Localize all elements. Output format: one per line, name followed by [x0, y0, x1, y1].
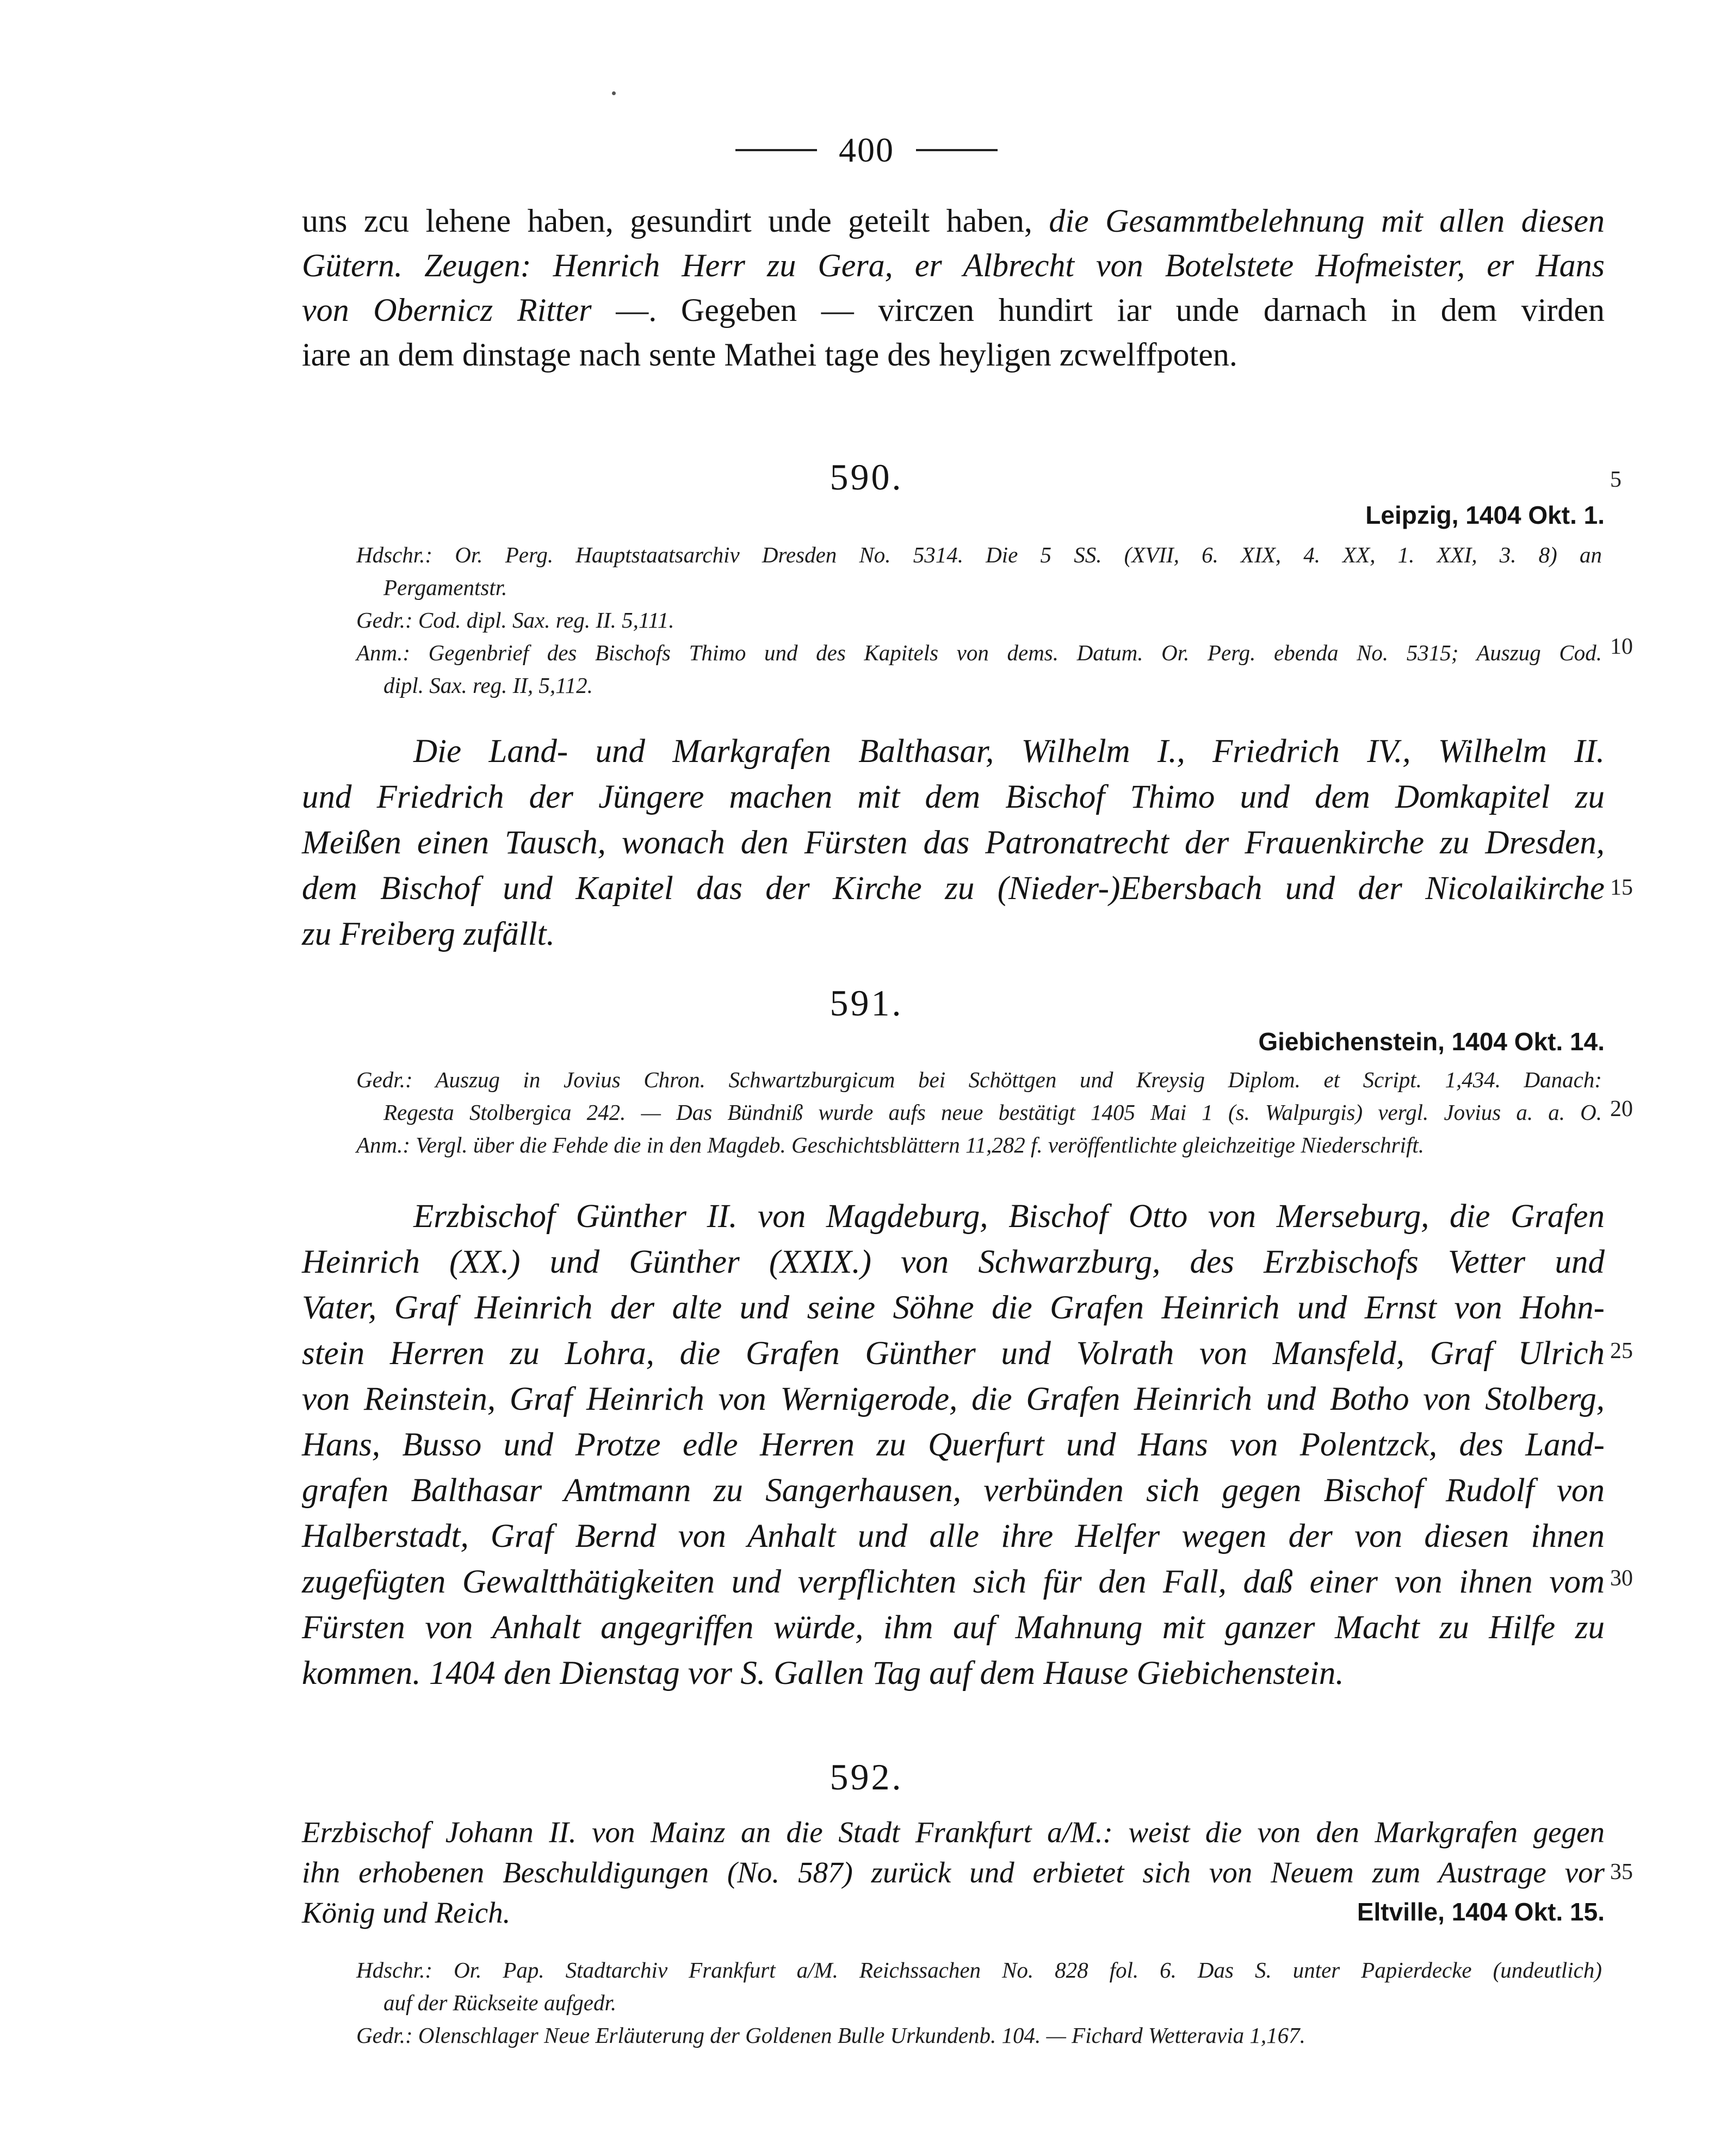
- apparatus-592: [356, 1954, 1602, 2052]
- apparatus-line: Anm.: Gegenbrief des Bischofs Thimo und des Kapitels von dems. Datum. Or. Perg. ebenda No. 5315; Auszug Cod.: [356, 640, 1602, 665]
- text-line: iare an dem dinstage nach sente Mathei tage des heyligen zcwelffpoten.: [302, 337, 1237, 373]
- summary-line: Erzbischof Günther II. von Magdeburg, Bischof Otto von Merseburg, die Grafen: [413, 1198, 1605, 1235]
- apparatus-line: auf der Rückseite aufgedr.: [383, 1990, 617, 2015]
- header-rule-right: [916, 149, 998, 151]
- summary-line: kommen. 1404 den Dienstag vor S. Gallen Tag auf dem Hause Giebichenstein.: [302, 1655, 1344, 1692]
- line-number: 35: [1610, 1860, 1633, 1885]
- summary-line: Die Land- und Markgrafen Balthasar, Wilhelm I., Friedrich IV., Wilhelm II.: [413, 733, 1605, 770]
- document-date-592: Eltville, 1404 Okt. 15.: [1357, 1898, 1605, 1926]
- summary-line: stein Herren zu Lohra, die Grafen Günther und Volrath von Mansfeld, Graf Ulrich: [302, 1335, 1605, 1372]
- summary-line: und Friedrich der Jüngere machen mit dem Bischof Thimo und dem Domkapitel zu: [302, 779, 1605, 815]
- apparatus-line: Regesta Stolbergica 242. — Das Bündniß wurde aufs neue bestätigt 1405 Mai 1 (s. Walpurgis) vergl. Jovius a. a. O.: [383, 1100, 1602, 1125]
- summary-line: König und Reich.: [302, 1896, 511, 1929]
- apparatus-591: [356, 1063, 1602, 1161]
- summary-line: grafen Balthasar Amtmann zu Sangerhausen, verbünden sich gegen Bischof Rudolf von: [302, 1472, 1605, 1509]
- continuation-text: [302, 199, 1605, 377]
- summary-line: Halberstadt, Graf Bernd von Anhalt und alle ihre Helfer wegen der von diesen ihnen: [302, 1518, 1605, 1554]
- print-speck: [612, 91, 616, 95]
- summary-590: [302, 729, 1605, 957]
- apparatus-line: Gedr.: Olenschlager Neue Erläuterung der Goldenen Bulle Urkundenb. 104. — Fichard Wetteravia 1,167.: [356, 2023, 1305, 2048]
- document-date-591: Giebichenstein, 1404 Okt. 14.: [1258, 1027, 1605, 1056]
- apparatus-line: Anm.: Vergl. über die Fehde die in den Magdeb. Geschichtsblättern 11,282 f. veröffentlichte gleichzeitige Niederschrift.: [356, 1132, 1424, 1157]
- summary-line: von Reinstein, Graf Heinrich von Wernigerode, die Grafen Heinrich und Botho von Stolberg,: [302, 1381, 1605, 1417]
- page-number: 400: [839, 131, 894, 169]
- document-number-590: 590.: [830, 456, 903, 498]
- summary-591: [302, 1194, 1605, 1696]
- summary-line: Vater, Graf Heinrich der alte und seine Söhne die Grafen Heinrich und Ernst von Hohn-: [302, 1290, 1605, 1326]
- page-header: [0, 123, 1733, 177]
- summary-line: Heinrich (XX.) und Günther (XXIX.) von Schwarzburg, des Erzbischofs Vetter und: [302, 1244, 1605, 1280]
- line-number: 25: [1610, 1339, 1633, 1364]
- text-line: Gütern. Zeugen: Henrich Herr zu Gera, er Albrecht von Botelstete Hofmeister, er Hans: [302, 247, 1605, 283]
- header-rule-left: [735, 149, 817, 151]
- apparatus-590: [356, 538, 1602, 702]
- apparatus-line: Hdschr.: Or. Perg. Hauptstaatsarchiv Dresden No. 5314. Die 5 SS. (XVII, 6. XIX, 4. XX, 1. XXI, 3. 8) an: [356, 542, 1602, 567]
- summary-line: Hans, Busso und Protze edle Herren zu Querfurt und Hans von Polentzck, des Land-: [302, 1427, 1605, 1463]
- summary-line: ihn erhobenen Beschuldigungen (No. 587) zurück und erbietet sich von Neuem zum Austrage vor: [302, 1856, 1605, 1889]
- line-number: 10: [1610, 634, 1633, 659]
- apparatus-line: dipl. Sax. reg. II, 5,112.: [383, 673, 593, 698]
- summary-line: Meißen einen Tausch, wonach den Fürsten das Patronatrecht der Frauenkirche zu Dresden,: [302, 825, 1605, 861]
- summary-line: Fürsten von Anhalt angegriffen würde, ihm auf Mahnung mit ganzer Macht zu Hilfe zu: [302, 1609, 1605, 1646]
- apparatus-line: Gedr.: Auszug in Jovius Chron. Schwartzburgicum bei Schöttgen und Kreysig Diplom. et Script. 1,434. Danach:: [356, 1067, 1602, 1092]
- apparatus-line: Pergamentstr.: [383, 575, 507, 600]
- summary-line: zugefügten Gewaltthätigkeiten und verpflichten sich für den Fall, daß einer von ihnen vom: [302, 1564, 1605, 1600]
- summary-line: Erzbischof Johann II. von Mainz an die Stadt Frankfurt a/M.: weist die von den Markgrafen gegen: [302, 1816, 1605, 1849]
- line-number: 5: [1610, 467, 1621, 492]
- document-number-591: 591.: [830, 982, 903, 1024]
- line-number: 15: [1610, 875, 1633, 900]
- document-number-592: 592.: [830, 1756, 903, 1798]
- line-number: 20: [1610, 1096, 1633, 1122]
- summary-line: zu Freiberg zufällt.: [302, 916, 555, 952]
- document-date-590: Leipzig, 1404 Okt. 1.: [1365, 501, 1605, 529]
- apparatus-line: Gedr.: Cod. dipl. Sax. reg. II. 5,111.: [356, 608, 674, 633]
- line-number: 30: [1610, 1566, 1633, 1591]
- apparatus-line: Hdschr.: Or. Pap. Stadtarchiv Frankfurt a/M. Reichssachen No. 828 fol. 6. Das S. unter Papierdecke (undeutlich): [356, 1957, 1602, 1982]
- summary-line: dem Bischof und Kapitel das der Kirche zu (Nieder-)Ebersbach und der Nicolaikirche: [302, 870, 1605, 907]
- text-line: von Obernicz Ritter —. Gegeben — virczen hundirt iar unde darnach in dem virden: [302, 292, 1605, 328]
- text-line: uns zcu lehene haben, gesundirt unde geteilt haben, die Gesammtbelehnung mit allen diesen: [302, 203, 1605, 239]
